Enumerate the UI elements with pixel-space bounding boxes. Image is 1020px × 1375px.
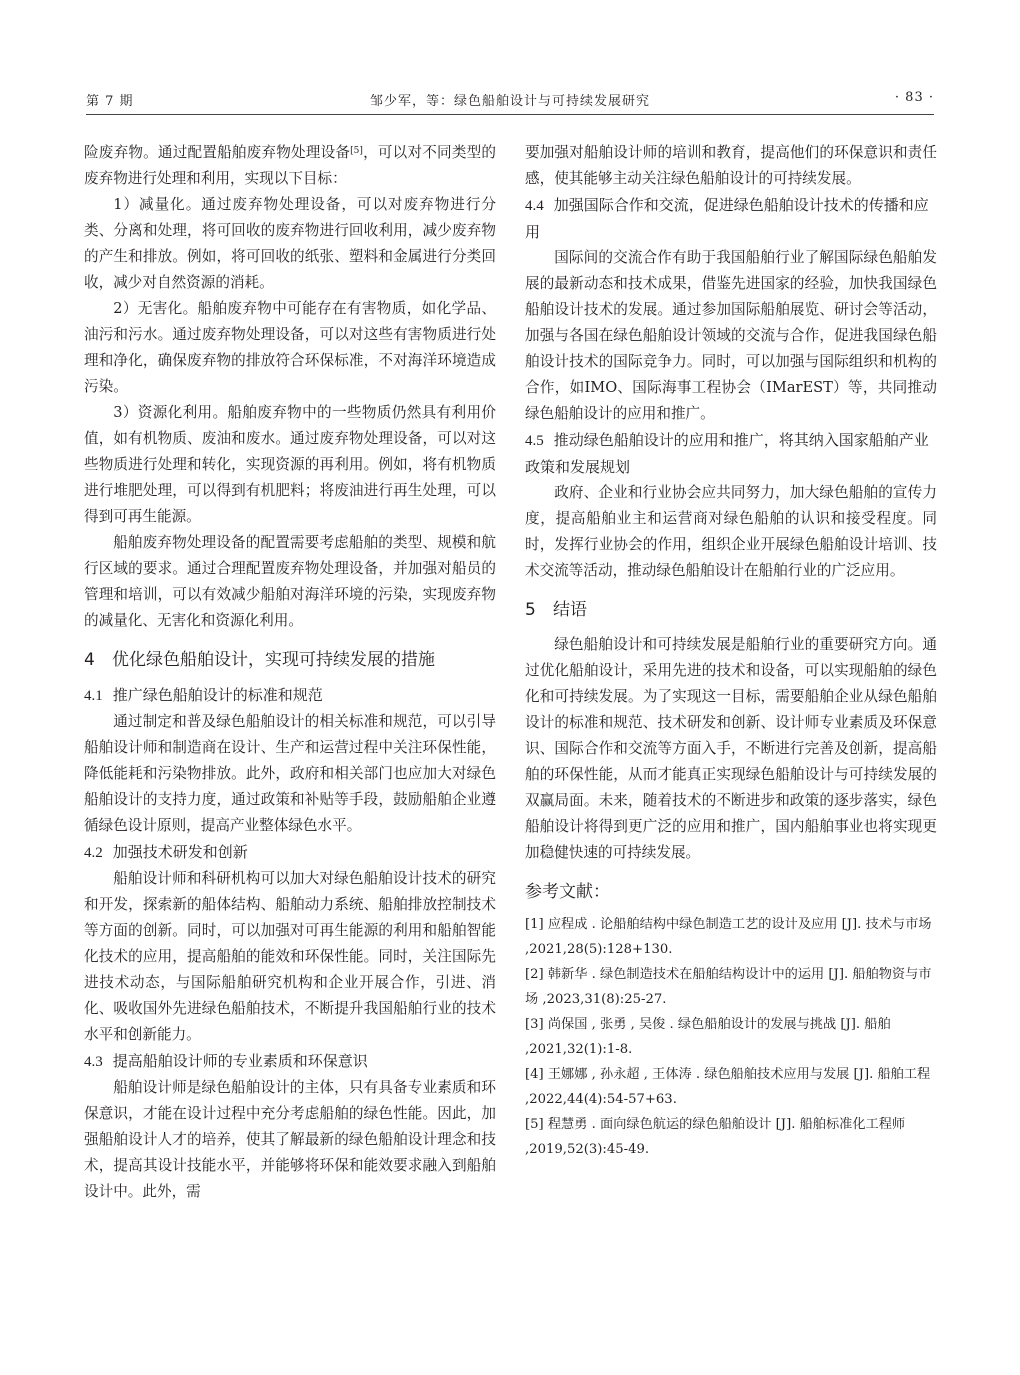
paragraph: 船舶设计师是绿色船舶设计的主体，只有具备专业素质和环保意识，才能在设计过程中充分考虑船舶的绿色性能。因此，加强船舶设计人才的培养，使其了解最新的绿色船舶设计理念和技术，提高其设计技能水平，并能够将环保和能效要求融入到船舶设计中。此外，需 (84, 1079, 496, 1200)
reference-item: [4] 王娜娜 , 孙永超 , 王体涛 . 绿色船舶技术应用与发展 [J]. 船舶工程 ,2022,44(4):54-57+63. (525, 1067, 931, 1107)
paragraph: 险废弃物。通过配置船舶废弃物处理设备[5]，可以对不同类型的废弃物进行处理和利用，实现以下目标： (84, 144, 496, 187)
left-column (84, 140, 496, 1205)
paragraph: 政府、企业和行业协会应共同努力，加大绿色船舶的宣传力度，提高船舶业主和运营商对绿色船舶的认识和接受程度。同时，发挥行业协会的作用，组织企业开展绿色船舶设计培训、技术交流等活动，推动绿色船舶设计在船舶行业的广泛应用。 (525, 484, 937, 579)
paragraph: 船舶设计师和科研机构可以加大对绿色船舶设计技术的研究和开发，探索新的船体结构、船舶动力系统、船舶排放控制技术等方面的创新。同时，可以加强对可再生能源的利用和船舶智能化技术的应用，提高船舶的能效和环保性能。同时，关注国际先进技术动态，与国际船舶研究机构和企业开展合作，引进、消化、吸收国外先进绿色船舶技术，不断提升我国船舶行业的技术水平和创新能力。 (84, 870, 496, 1043)
section-title: 优化绿色船舶设计，实现可持续发展的措施 (112, 650, 435, 670)
right-column (525, 140, 937, 1162)
subsection-heading: 4.2 加强技术研发和创新 (84, 843, 248, 861)
subsection-heading: 4.3 提高船舶设计师的专业素质和环保意识 (84, 1052, 368, 1070)
section-number: 5 (525, 600, 536, 620)
page-number: · 83 · (894, 90, 934, 105)
running-header (86, 90, 934, 112)
references-heading: 参考文献： (525, 882, 610, 902)
section-title: 结语 (553, 600, 587, 620)
paragraph: 绿色船舶设计和可持续发展是船舶行业的重要研究方向。通过优化船舶设计，采用先进的技术和设备，可以实现船舶的绿色化和可持续发展。为了实现这一目标，需要船舶企业从绿色船舶设计的标准和规范、技术研发和创新、设计师专业素质及环保意识、国际合作和交流等方面入手，不断进行完善及创新，提高船舶的环保性能，从而才能真正实现绿色船舶设计与可持续发展的双赢局面。未来，随着技术的不断进步和政策的逐步落实，绿色船舶设计将得到更广泛的应用和推广，国内船舶事业也将实现更加稳健快速的可持续发展。 (525, 636, 937, 861)
reference-item: [2] 韩新华 . 绿色制造技术在船舶结构设计中的运用 [J]. 船舶物资与市场 ,2023,31(8):25-27. (525, 967, 932, 1007)
paragraph: 3）资源化利用。船舶废弃物中的一些物质仍然具有利用价值，如有机物质、废油和废水。通过废弃物处理设备，可以对这些物质进行处理和转化，实现资源的再利用。例如，将有机物质进行堆肥处理，可以得到有机肥料；将废油进行再生处理，可以得到可再生能源。 (84, 404, 496, 525)
paragraph: 通过制定和普及绿色船舶设计的相关标准和规范，可以引导船舶设计师和制造商在设计、生产和运营过程中关注环保性能，降低能耗和污染物排放。此外，政府和相关部门也应加大对绿色船舶设计的支持力度，通过政策和补贴等手段，鼓励船舶企业遵循绿色设计原则，提高产业整体绿色水平。 (84, 713, 496, 834)
paragraph: 2）无害化。船舶废弃物中可能存在有害物质，如化学品、油污和污水。通过废弃物处理设备，可以对这些有害物质进行处理和净化，确保废弃物的排放符合环保标准，不对海洋环境造成污染。 (84, 300, 496, 395)
paragraph: 要加强对船舶设计师的培训和教育，提高他们的环保意识和责任感，使其能够主动关注绿色船舶设计的可持续发展。 (525, 144, 937, 187)
header-rule (86, 114, 934, 115)
running-title: 邹少军，等：绿色船舶设计与可持续发展研究 (369, 94, 650, 109)
section-number: 4 (84, 650, 95, 670)
paragraph: 1）减量化。通过废弃物处理设备，可以对废弃物进行分类、分离和处理，将可回收的废弃物进行回收利用，减少废弃物的产生和排放。例如，将可回收的纸张、塑料和金属进行分类回收，减少对自然资源的消耗。 (84, 196, 496, 291)
subsection-heading: 4.1 推广绿色船舶设计的标准和规范 (84, 686, 323, 704)
paragraph: 船舶废弃物处理设备的配置需要考虑船舶的类型、规模和航行区域的要求。通过合理配置废弃物处理设备，并加强对船员的管理和培训，可以有效减少船舶对海洋环境的污染，实现废弃物的减量化、无害化和资源化利用。 (84, 534, 496, 629)
subsection-heading: 4.4 加强国际合作和交流，促进绿色船舶设计技术的传播和应用 (525, 196, 929, 241)
issue-number: 第 7 期 (86, 94, 134, 109)
section-heading (525, 598, 937, 622)
section-heading (84, 648, 496, 672)
paragraph: 国际间的交流合作有助于我国船舶行业了解国际绿色船舶发展的最新动态和技术成果，借鉴先进国家的经验，加快我国绿色船舶设计技术的发展。通过参加国际船舶展览、研讨会等活动，加强与各国在绿色船舶设计领域的交流与合作，促进我国绿色船舶设计技术的国际竞争力。同时，可以加强与国际组织和机构的合作，如IMO、国际海事工程协会（IMarEST）等，共同推动绿色船舶设计的应用和推广。 (525, 249, 937, 422)
citation: [5] (350, 146, 363, 156)
reference-item: [3] 尚保国 , 张勇 , 吴俊 . 绿色船舶设计的发展与挑战 [J]. 船舶 ,2021,32(1):1-8. (525, 1017, 891, 1057)
subsection-heading: 4.5 推动绿色船舶设计的应用和推广，将其纳入国家船舶产业政策和发展规划 (525, 431, 929, 476)
reference-item: [1] 应程成 . 论船舶结构中绿色制造工艺的设计及应用 [J]. 技术与市场 ,2021,28(5):128+130. (525, 917, 932, 957)
reference-item: [5] 程慧勇 . 面向绿色航运的绿色船舶设计 [J]. 船舶标准化工程师 ,2019,52(3):45-49. (525, 1117, 906, 1157)
